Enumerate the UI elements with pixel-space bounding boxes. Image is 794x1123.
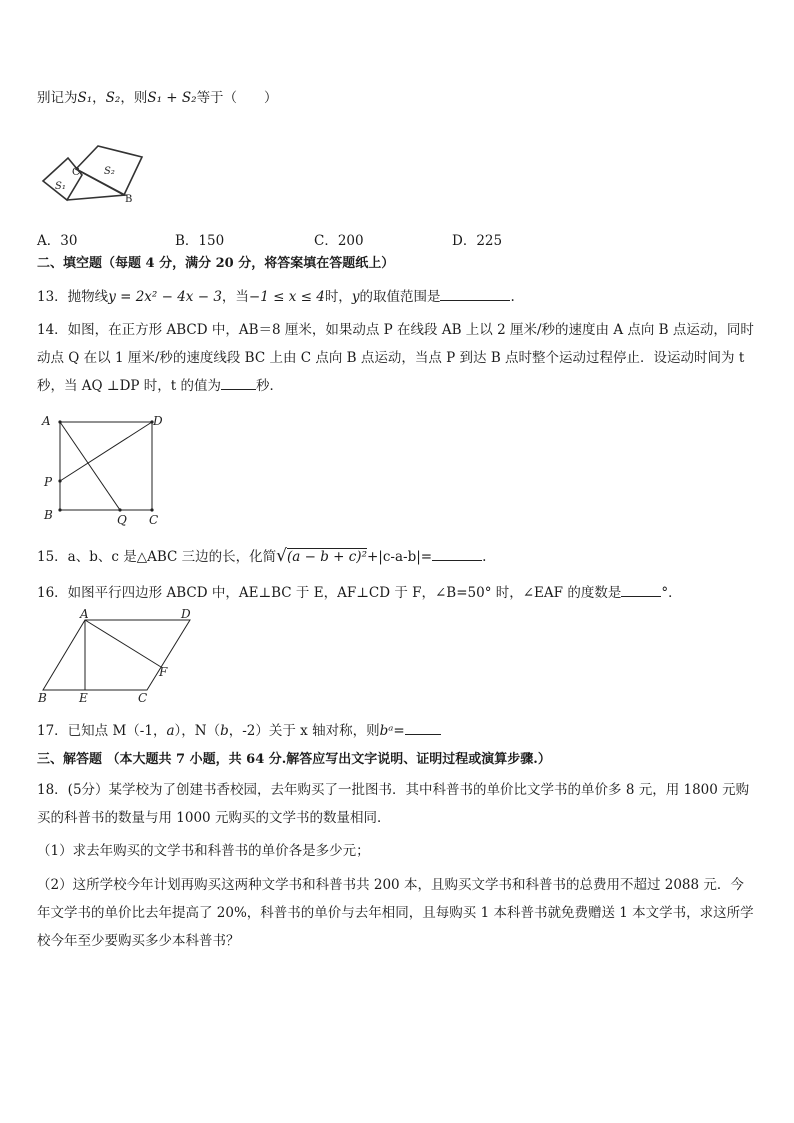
sqrt-sign: √ xyxy=(276,546,287,566)
answer-blank[interactable] xyxy=(221,375,256,390)
radicand: (a − b + c)² xyxy=(287,549,367,565)
text: 16．如图平行四边形 ABCD 中，AE⊥BC 于 E，AF⊥CD 于 F，∠B=50° 时，∠EAF 的度数是 xyxy=(37,585,622,601)
option-b: B．150 xyxy=(175,233,225,249)
text: 秒． xyxy=(256,378,284,394)
answer-blank[interactable] xyxy=(405,720,441,735)
sum-expression: S₁ + S₂ xyxy=(147,90,197,106)
label-b: B xyxy=(125,194,133,205)
answer-blank[interactable] xyxy=(440,286,510,301)
label-e: E xyxy=(79,691,88,705)
answer-blank[interactable] xyxy=(432,546,482,561)
label-f: F xyxy=(159,665,168,679)
label-c: C xyxy=(72,167,80,178)
option-a: A．30 xyxy=(37,233,78,249)
q12-continuation xyxy=(37,88,278,108)
s2-symbol: S₂ xyxy=(105,90,121,106)
label-s2: S₂ xyxy=(104,166,115,177)
label-a: A xyxy=(42,414,51,428)
range: −1 ≤ x ≤ 4 xyxy=(248,289,325,305)
text: ，当 xyxy=(221,289,249,305)
segment-af xyxy=(85,620,161,667)
label-p: P xyxy=(44,475,53,489)
option-c: C．200 xyxy=(314,233,364,249)
label-s1: S₁ xyxy=(55,181,66,192)
text: 17．已知点 M（-1， xyxy=(37,723,167,739)
question-18: 18．(5分）某学校为了创建书香校园，去年购买了一批图书．其中科普书的单价比文学书的单价多 8 元，用 1800 元购买的科普书的数量与用 1000 元购买的文学书的数量相同． xyxy=(37,782,750,826)
text: . xyxy=(510,289,515,305)
text: . xyxy=(482,549,487,565)
segment-dp xyxy=(60,422,152,481)
variable-b: b xyxy=(220,723,229,739)
label-d: D xyxy=(153,414,163,428)
label-d: D xyxy=(181,607,191,621)
formula: y = 2x² − 4x − 3 xyxy=(108,289,222,305)
question-18-part-1: （1）求去年购买的文学书和科普书的单价各是多少元； xyxy=(37,843,370,859)
question-17 xyxy=(37,720,441,741)
text: ），N（ xyxy=(174,723,221,739)
text: +|c-a-b|= xyxy=(367,549,433,565)
label-c: C xyxy=(138,691,148,705)
text: 14．如图，在正方形 ABCD 中，AB＝8 厘米，如果动点 P 在线段 AB 上以 2 厘米/秒的速度由 A 点向 B 点运动，同时动点 Q 在以 1 厘米/秒的速度线段 BC 上由 C 点向 B 点运动，当点 P 到达 B 点时整个运动过程停止．设运动时间为 t 秒，当 AQ ⊥DP 时，t 的值为 xyxy=(37,322,754,394)
label-q: Q xyxy=(117,513,127,527)
label-c: C xyxy=(149,513,159,527)
text: 13．抛物线 xyxy=(37,289,109,305)
q16-figure xyxy=(35,607,210,706)
question-13 xyxy=(37,286,515,307)
section-heading-solutions: 三、解答题 （本大题共 7 小题，共 64 分.解答应写出文字说明、证明过程或演算步骤.） xyxy=(37,752,551,767)
text: ，-2）关于 x 轴对称，则 xyxy=(228,723,380,739)
text: ， xyxy=(92,90,106,106)
q12-figure xyxy=(40,144,150,209)
s1-symbol: S₁ xyxy=(77,90,93,106)
square-s1 xyxy=(43,158,82,200)
text: 等于（ ） xyxy=(196,90,278,106)
text: 15．a、b、c 是△ABC 三边的长，化简 xyxy=(37,549,277,565)
power-expression: bᵃ xyxy=(379,723,394,739)
question-14 xyxy=(37,316,757,400)
label-b: B xyxy=(38,691,47,705)
text: °． xyxy=(661,585,682,601)
label-b: B xyxy=(44,508,53,522)
text: 时， xyxy=(324,289,352,305)
section-heading-fill-blank: 二、填空题（每题 4 分，满分 20 分，将答案填在答题纸上） xyxy=(37,256,395,271)
square-abcd xyxy=(60,422,152,510)
question-18-part-2: （2）这所学校今年计划再购买这两种文学书和科普书共 200 本，且购买文学书和科普书的总费用不超过 2088 元．今年文学书的单价比去年提高了 20%，科普书的单价与去年相同，且每购买 1 本科普书就免费赠送 1 本文学书，求这所学校今年至少要购买多少本科普书？ xyxy=(37,877,754,949)
text: ，则 xyxy=(120,90,148,106)
variable-a: a xyxy=(166,723,175,739)
parallelogram-abcd xyxy=(43,620,190,690)
q14-figure xyxy=(38,411,178,526)
question-15 xyxy=(37,546,486,567)
text: 别记为 xyxy=(37,90,78,106)
label-a: A xyxy=(80,607,89,621)
segment-aq xyxy=(60,422,120,510)
text: = xyxy=(393,723,405,739)
option-d: D．225 xyxy=(452,233,503,249)
text: 的取值范围是 xyxy=(359,289,441,305)
variable: y xyxy=(351,289,360,305)
question-16 xyxy=(37,582,682,603)
answer-blank[interactable] xyxy=(621,582,661,597)
